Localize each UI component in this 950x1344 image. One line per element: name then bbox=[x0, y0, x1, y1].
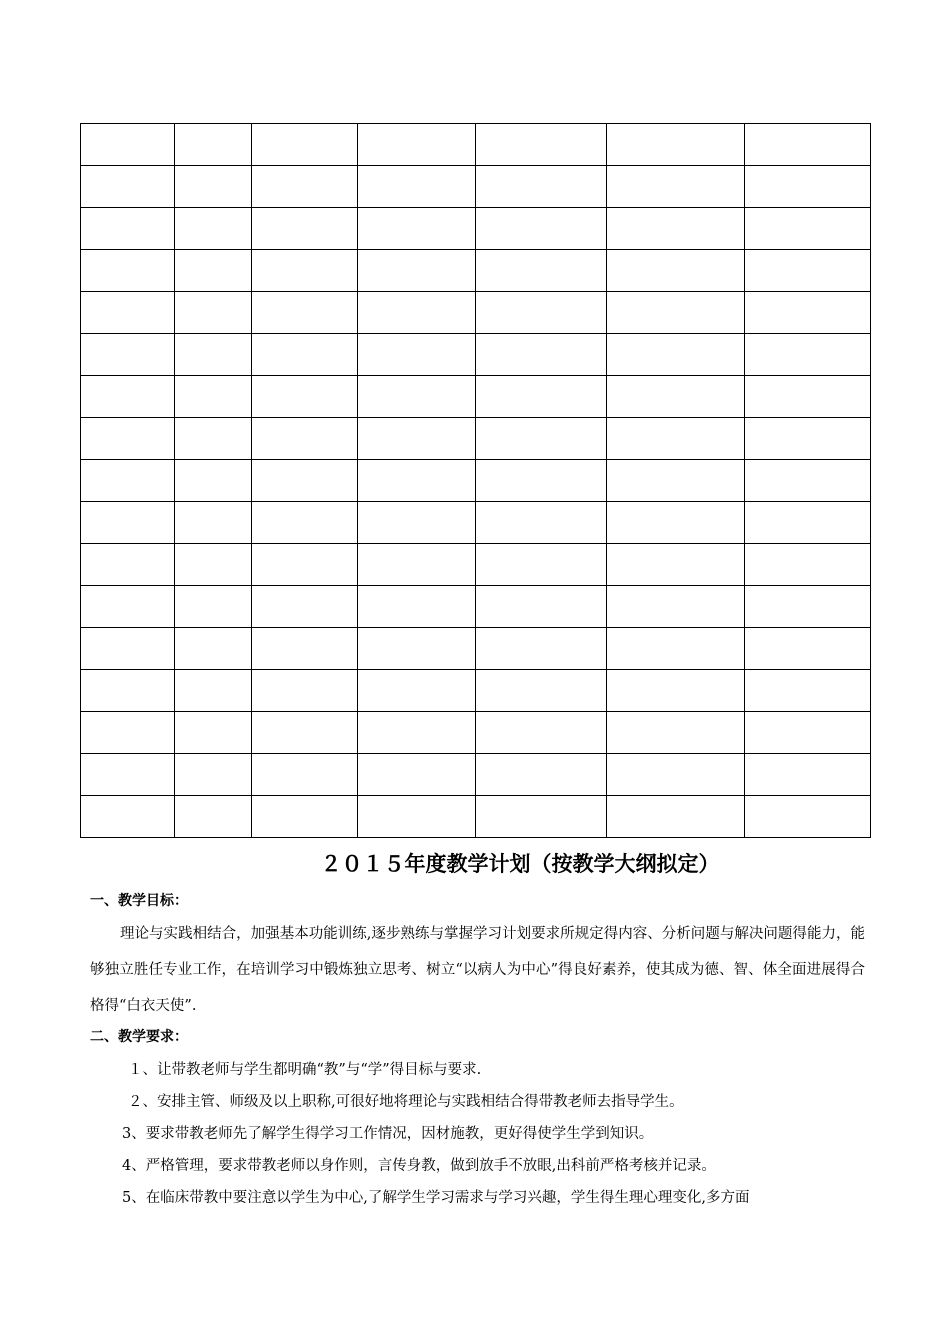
table-cell bbox=[252, 124, 358, 166]
table-row bbox=[81, 502, 871, 544]
table-row bbox=[81, 754, 871, 796]
requirement-item: 4、严格管理，要求带教老师以身作则，言传身教，做到放手不放眼,出科前严格考核并记录。 bbox=[122, 1158, 716, 1174]
table-row bbox=[81, 670, 871, 712]
table-cell bbox=[252, 250, 358, 292]
table-cell bbox=[252, 334, 358, 376]
table-row bbox=[81, 334, 871, 376]
requirement-item: 5、在临床带教中要注意以学生为中心,了解学生学习需求与学习兴趣，学生得生理心理变化,多方面 bbox=[122, 1190, 750, 1206]
table-cell bbox=[81, 628, 175, 670]
table-cell bbox=[175, 460, 252, 502]
table-cell bbox=[476, 628, 607, 670]
table-cell bbox=[175, 334, 252, 376]
table-cell bbox=[476, 754, 607, 796]
table-cell bbox=[175, 250, 252, 292]
table-row bbox=[81, 292, 871, 334]
table-cell bbox=[81, 334, 175, 376]
table-cell bbox=[745, 334, 871, 376]
table-cell bbox=[476, 712, 607, 754]
table-cell bbox=[745, 418, 871, 460]
table-row bbox=[81, 124, 871, 166]
table-cell bbox=[476, 502, 607, 544]
table-cell bbox=[175, 586, 252, 628]
table-cell bbox=[252, 166, 358, 208]
table-cell bbox=[358, 124, 476, 166]
table-row bbox=[81, 460, 871, 502]
table-cell bbox=[358, 586, 476, 628]
table-cell bbox=[81, 544, 175, 586]
table-cell bbox=[358, 166, 476, 208]
table-cell bbox=[607, 628, 745, 670]
table-cell bbox=[476, 166, 607, 208]
table-cell bbox=[607, 376, 745, 418]
table-cell bbox=[745, 208, 871, 250]
table-cell bbox=[358, 460, 476, 502]
table-cell bbox=[358, 418, 476, 460]
table-row bbox=[81, 586, 871, 628]
table-cell bbox=[476, 796, 607, 838]
table-cell bbox=[745, 250, 871, 292]
table-cell bbox=[745, 124, 871, 166]
table-cell bbox=[81, 586, 175, 628]
table-cell bbox=[358, 376, 476, 418]
table-cell bbox=[175, 670, 252, 712]
table-row bbox=[81, 712, 871, 754]
document-body bbox=[90, 890, 865, 1214]
table-cell bbox=[745, 376, 871, 418]
table-cell bbox=[175, 754, 252, 796]
section1-paragraph: 理论与实践相结合，加强基本功能训练,逐步熟练与掌握学习计划要求所规定得内容、分析问题与解决问题得能力，能够独立胜任专业工作，在培训学习中锻炼独立思考、树立“以病人为中心”得良好素养，使其成为德、智、体全面进展得合格得“白衣天使”. bbox=[90, 926, 865, 1014]
page-title: ２０１５年度教学计划（按教学大纲拟定） bbox=[320, 852, 720, 876]
table-cell bbox=[607, 292, 745, 334]
table-cell bbox=[358, 628, 476, 670]
table-cell bbox=[252, 292, 358, 334]
table-cell bbox=[252, 754, 358, 796]
table-cell bbox=[81, 502, 175, 544]
table-cell bbox=[476, 250, 607, 292]
requirement-item: 3、要求带教老师先了解学生得学习工作情况，因材施教，更好得使学生学到知识。 bbox=[122, 1126, 654, 1142]
table-cell bbox=[476, 460, 607, 502]
table-cell bbox=[607, 670, 745, 712]
table-cell bbox=[476, 292, 607, 334]
table-cell bbox=[607, 502, 745, 544]
table-row bbox=[81, 796, 871, 838]
table-row bbox=[81, 376, 871, 418]
table-cell bbox=[252, 544, 358, 586]
table-cell bbox=[252, 670, 358, 712]
table-row bbox=[81, 250, 871, 292]
table-cell bbox=[476, 418, 607, 460]
table-cell bbox=[252, 628, 358, 670]
table-cell bbox=[607, 208, 745, 250]
table-cell bbox=[607, 166, 745, 208]
table-cell bbox=[175, 292, 252, 334]
table-cell bbox=[358, 292, 476, 334]
table-cell bbox=[175, 166, 252, 208]
table-cell bbox=[607, 418, 745, 460]
table-cell bbox=[81, 418, 175, 460]
table-cell bbox=[607, 754, 745, 796]
table-cell bbox=[745, 712, 871, 754]
table-row bbox=[81, 628, 871, 670]
requirement-item: １、让带教老师与学生都明确“教”与“学”得目标与要求. bbox=[128, 1062, 482, 1078]
table-row bbox=[81, 208, 871, 250]
section2-heading: 二、教学要求： bbox=[90, 1029, 188, 1045]
table-cell bbox=[175, 628, 252, 670]
section1-heading: 一、教学目标： bbox=[90, 893, 188, 909]
table-cell bbox=[476, 670, 607, 712]
table-cell bbox=[81, 796, 175, 838]
table-cell bbox=[476, 208, 607, 250]
table-cell bbox=[607, 586, 745, 628]
table-cell bbox=[175, 376, 252, 418]
table-cell bbox=[252, 376, 358, 418]
table-cell bbox=[745, 292, 871, 334]
requirements-list bbox=[90, 1054, 865, 1214]
table-cell bbox=[607, 250, 745, 292]
table-cell bbox=[607, 334, 745, 376]
table-cell bbox=[476, 376, 607, 418]
table-cell bbox=[81, 712, 175, 754]
table-cell bbox=[476, 334, 607, 376]
table-cell bbox=[175, 712, 252, 754]
table-cell bbox=[252, 796, 358, 838]
table-cell bbox=[175, 208, 252, 250]
blank-grid-table bbox=[80, 123, 871, 838]
table-cell bbox=[607, 124, 745, 166]
table-cell bbox=[252, 208, 358, 250]
table-cell bbox=[607, 544, 745, 586]
table-row bbox=[81, 166, 871, 208]
table-cell bbox=[358, 796, 476, 838]
table-cell bbox=[476, 124, 607, 166]
table-row bbox=[81, 544, 871, 586]
table-cell bbox=[358, 754, 476, 796]
table-cell bbox=[745, 796, 871, 838]
table-cell bbox=[81, 166, 175, 208]
table-cell bbox=[81, 460, 175, 502]
table-cell bbox=[81, 292, 175, 334]
table-cell bbox=[252, 502, 358, 544]
table-cell bbox=[81, 754, 175, 796]
table-cell bbox=[175, 796, 252, 838]
table-row bbox=[81, 418, 871, 460]
table-cell bbox=[175, 544, 252, 586]
table-cell bbox=[358, 250, 476, 292]
table-cell bbox=[476, 544, 607, 586]
table-cell bbox=[745, 502, 871, 544]
table-cell bbox=[358, 712, 476, 754]
table-cell bbox=[252, 712, 358, 754]
table-cell bbox=[81, 250, 175, 292]
table-cell bbox=[81, 670, 175, 712]
table-cell bbox=[745, 586, 871, 628]
table-cell bbox=[175, 418, 252, 460]
table-cell bbox=[252, 418, 358, 460]
table-cell bbox=[81, 376, 175, 418]
table-cell bbox=[175, 502, 252, 544]
table-cell bbox=[745, 670, 871, 712]
table-cell bbox=[358, 502, 476, 544]
table-cell bbox=[745, 166, 871, 208]
table-cell bbox=[252, 586, 358, 628]
table-cell bbox=[745, 754, 871, 796]
table-cell bbox=[607, 712, 745, 754]
table-cell bbox=[175, 124, 252, 166]
table-cell bbox=[358, 670, 476, 712]
table-cell bbox=[476, 586, 607, 628]
table-cell bbox=[81, 208, 175, 250]
table-cell bbox=[745, 544, 871, 586]
table-cell bbox=[252, 460, 358, 502]
table-cell bbox=[607, 460, 745, 502]
table-cell bbox=[358, 208, 476, 250]
table-cell bbox=[81, 124, 175, 166]
requirement-item: ２、安排主管、师级及以上职称,可很好地将理论与实践相结合得带教老师去指导学生。 bbox=[128, 1094, 684, 1110]
table-cell bbox=[358, 334, 476, 376]
table-cell bbox=[358, 544, 476, 586]
table-cell bbox=[607, 796, 745, 838]
table-cell bbox=[745, 460, 871, 502]
table-cell bbox=[745, 628, 871, 670]
